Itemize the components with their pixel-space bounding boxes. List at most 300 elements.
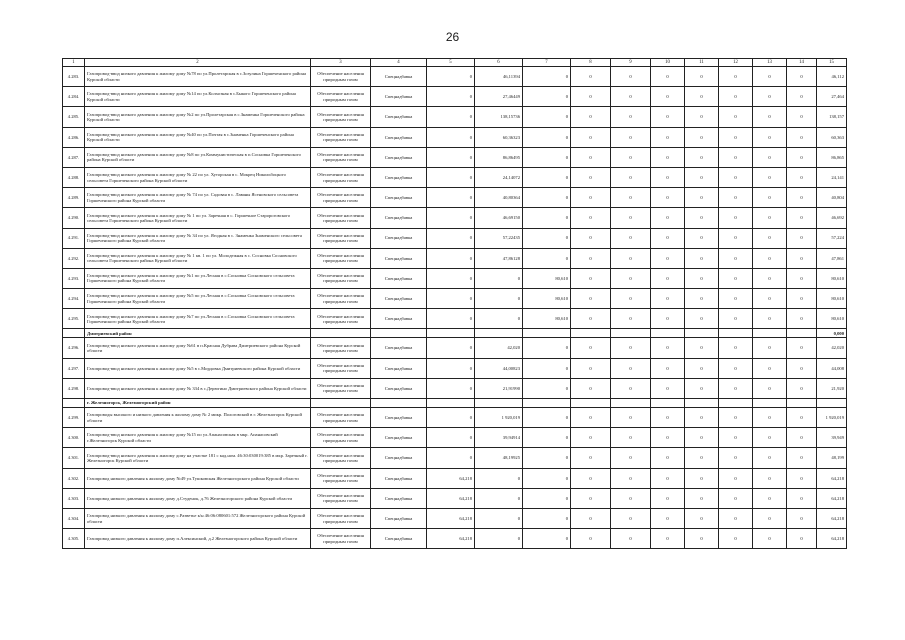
value-cell: 0 [427, 248, 475, 268]
value-cell: 0 [427, 228, 475, 248]
purpose-cell: Обеспечение населения природным газом [311, 268, 371, 288]
funding-source-cell: Спецнадбавка [371, 268, 427, 288]
funding-source-cell: Спецнадбавка [371, 228, 427, 248]
value-cell: 0 [753, 508, 787, 528]
value-cell: 46,11394 [475, 67, 523, 87]
table-row [63, 448, 847, 468]
total-cell: 42,020 [817, 338, 847, 358]
value-cell: 0 [523, 188, 571, 208]
value-cell: 0 [523, 448, 571, 468]
value-cell: 0 [571, 488, 611, 508]
funding-source-cell: Спецнадбавка [371, 448, 427, 468]
value-cell: 42,020 [475, 338, 523, 358]
value-cell: 0 [753, 488, 787, 508]
value-cell: 0 [523, 378, 571, 398]
value-cell: 0 [427, 67, 475, 87]
section-header-row [63, 399, 847, 408]
value-cell: 0 [611, 228, 651, 248]
purpose-cell: Обеспечение населения природным газом [311, 87, 371, 107]
value-cell: 0 [571, 309, 611, 329]
object-name-cell: Газопровод-ввод низкого давления к жилому дому № 1 кв. 1 по ул. Молодежная в с. Сосновка Сосновского сельсовета Горшеченского района Курской области [85, 248, 311, 268]
page-number: 26 [445, 30, 460, 44]
value-cell: 0 [787, 228, 817, 248]
value-cell: 0 [719, 67, 753, 87]
value-cell: 0 [651, 248, 685, 268]
value-cell: 0 [611, 268, 651, 288]
object-name-cell: Газопровод-ввод низкого давления к жилому дому №1 по ул.Лесная в с.Сосновка Сосновского сельсовета Горшеченского района Курской области [85, 268, 311, 288]
header-cell: 4 [371, 59, 427, 67]
value-cell: 0 [719, 468, 753, 488]
value-cell: 0 [719, 147, 753, 167]
object-name-cell: Газопровод-ввод низкого давления к жилому дому №5 по ул.Лесная в с.Сосновка Сосновского сельсовета Горшеченского района Курской области [85, 289, 311, 309]
value-cell: 44,00823 [475, 358, 523, 378]
value-cell: 0 [719, 529, 753, 549]
object-name-cell: Газопровод-ввод низкого давления к жилому дому № 74 по ул. Садовая в с. Лаваны Ясеновского сельсовета Горшеченского района Курской области [85, 188, 311, 208]
value-cell: 0 [475, 268, 523, 288]
value-cell: 0 [571, 248, 611, 268]
value-cell: 138,15736 [475, 107, 523, 127]
value-cell: 0 [651, 309, 685, 329]
value-cell: 0 [475, 488, 523, 508]
value-cell: 0 [523, 107, 571, 127]
value-cell: 0 [651, 358, 685, 378]
header-cell: 15 [817, 59, 847, 67]
row-number-cell: 4.293. [63, 268, 85, 288]
funding-source-cell: Спецнадбавка [371, 378, 427, 398]
value-cell: 0 [685, 358, 719, 378]
funding-source-cell: Спецнадбавка [371, 87, 427, 107]
funding-source-cell: Спецнадбавка [371, 127, 427, 147]
object-name-cell: Газопровод-ввод низкого давления к жилому дому №5 в с.Мордовка Дмитриевского района Курской области [85, 358, 311, 378]
value-cell: 0 [719, 428, 753, 448]
value-cell: 0 [571, 358, 611, 378]
value-cell [753, 329, 787, 338]
value-cell: 0 [787, 87, 817, 107]
purpose-cell: Обеспечение населения природным газом [311, 428, 371, 448]
value-cell: 0 [685, 188, 719, 208]
row-number-cell: 4.287. [63, 147, 85, 167]
value-cell: 21,91990 [475, 378, 523, 398]
value-cell: 0 [685, 428, 719, 448]
total-cell: 64,218 [817, 468, 847, 488]
row-number-cell: 4.289. [63, 188, 85, 208]
purpose-cell: Обеспечение населения природным газом [311, 309, 371, 329]
value-cell: 0 [523, 208, 571, 228]
row-number-cell: 4.303. [63, 488, 85, 508]
value-cell: 0 [651, 468, 685, 488]
table-row [63, 268, 847, 288]
value-cell: 0 [611, 107, 651, 127]
funding-source-cell: Спецнадбавка [371, 488, 427, 508]
value-cell: 0 [427, 268, 475, 288]
purpose-cell: Обеспечение населения природным газом [311, 127, 371, 147]
total-cell: 46,112 [817, 67, 847, 87]
value-cell: 0 [523, 488, 571, 508]
object-name-cell: Газопровод-ввод низкого давления к жилому дому №8 по ул.Коммунистическая в п.Сосновка Горшеченского района Курской области [85, 147, 311, 167]
value-cell: 0 [787, 67, 817, 87]
value-cell: 0 [685, 309, 719, 329]
value-cell: 0 [611, 508, 651, 528]
table-row [63, 127, 847, 147]
purpose-cell: Обеспечение населения природным газом [311, 167, 371, 187]
investment-program-table [62, 58, 847, 549]
value-cell: 0 [651, 408, 685, 428]
value-cell: 0 [523, 408, 571, 428]
value-cell: 0 [719, 508, 753, 528]
funding-source-cell: Спецнадбавка [371, 167, 427, 187]
row-number-cell: 4.292. [63, 248, 85, 268]
value-cell: 0 [571, 228, 611, 248]
funding-source-cell: Спецнадбавка [371, 147, 427, 167]
value-cell: 39,94914 [475, 428, 523, 448]
value-cell: 0 [787, 338, 817, 358]
row-number-cell: 4.291. [63, 228, 85, 248]
funding-source-cell [371, 329, 427, 338]
value-cell: 0 [753, 188, 787, 208]
value-cell: 0 [427, 309, 475, 329]
value-cell: 0 [427, 448, 475, 468]
value-cell: 0 [611, 289, 651, 309]
value-cell: 86,86495 [475, 147, 523, 167]
purpose-cell: Обеспечение населения природным газом [311, 188, 371, 208]
value-cell: 0 [611, 87, 651, 107]
value-cell: 48,19925 [475, 448, 523, 468]
row-number-cell: 4.283. [63, 67, 85, 87]
value-cell: 0 [571, 67, 611, 87]
table-row [63, 508, 847, 528]
object-name-cell: Газопровод-ввод низкого давления к жилому дому на участке 181 с кад.ном. 46:30:030019:385 в мкр. Заречный г. Железногорск Курской области [85, 448, 311, 468]
value-cell: 0 [719, 309, 753, 329]
column-number-header-row [63, 59, 847, 67]
value-cell: 0 [753, 358, 787, 378]
total-cell: 21,920 [817, 378, 847, 398]
total-cell: 64,218 [817, 508, 847, 528]
purpose-cell: Обеспечение населения природным газом [311, 358, 371, 378]
value-cell: 0 [787, 448, 817, 468]
value-cell [475, 399, 523, 408]
value-cell: 0 [651, 289, 685, 309]
value-cell: 0 [427, 188, 475, 208]
value-cell [611, 329, 651, 338]
value-cell: 0 [685, 468, 719, 488]
value-cell: 0 [427, 107, 475, 127]
value-cell: 0 [571, 448, 611, 468]
value-cell: 0 [787, 107, 817, 127]
row-number-cell: 4.296. [63, 338, 85, 358]
header-cell: 5 [427, 59, 475, 67]
value-cell: 0 [685, 167, 719, 187]
value-cell: 0 [571, 378, 611, 398]
value-cell: 0 [571, 147, 611, 167]
value-cell: 0 [787, 408, 817, 428]
value-cell: 0 [427, 167, 475, 187]
table-row [63, 358, 847, 378]
value-cell: 0 [787, 147, 817, 167]
row-number-cell: 4.299. [63, 408, 85, 428]
value-cell: 0 [719, 107, 753, 127]
value-cell [651, 329, 685, 338]
total-cell: 39,949 [817, 428, 847, 448]
value-cell: 0 [475, 309, 523, 329]
value-cell: 0 [611, 529, 651, 549]
object-name-cell: Газопровод низкого давления к жилому дому д.Студенок, д.76 Железногорского района Курской области [85, 488, 311, 508]
value-cell: 0 [685, 508, 719, 528]
table-row [63, 468, 847, 488]
value-cell: 0 [571, 167, 611, 187]
section-header-row [63, 329, 847, 338]
value-cell: 0 [719, 338, 753, 358]
total-cell: 27,464 [817, 87, 847, 107]
value-cell: 80,610 [523, 289, 571, 309]
value-cell: 0 [427, 358, 475, 378]
value-cell: 0 [611, 448, 651, 468]
value-cell: 0 [523, 468, 571, 488]
value-cell: 0 [753, 228, 787, 248]
purpose-cell: Обеспечение населения природным газом [311, 248, 371, 268]
value-cell: 0 [523, 87, 571, 107]
value-cell: 0 [611, 378, 651, 398]
object-name-cell: Газопровод-ввод низкого давления к жилому дому № 22 по ул. Хуторская в с. Мокрец Никольбоцкого сельсовета Горшеченского района Курской области [85, 167, 311, 187]
value-cell: 0 [753, 127, 787, 147]
purpose-cell: Обеспечение населения природным газом [311, 67, 371, 87]
section-title: Дмитриевский район [85, 329, 311, 338]
value-cell: 0 [719, 289, 753, 309]
value-cell: 0 [427, 428, 475, 448]
header-cell: 1 [63, 59, 85, 67]
value-cell: 0 [571, 508, 611, 528]
value-cell: 0 [611, 408, 651, 428]
object-name-cell: Газопровод-ввод низкого давления к жилому дому №78 по ул.Пролетарская в с.Зозулина Горшеченского района Курской области [85, 67, 311, 87]
value-cell: 0 [685, 378, 719, 398]
total-cell: 80,610 [817, 289, 847, 309]
value-cell: 0 [523, 358, 571, 378]
total-cell: 0,000 [817, 329, 847, 338]
value-cell: 0 [427, 408, 475, 428]
value-cell: 0 [685, 408, 719, 428]
value-cell: 0 [475, 508, 523, 528]
total-cell: 44,008 [817, 358, 847, 378]
value-cell: 0 [787, 188, 817, 208]
value-cell: 0 [523, 338, 571, 358]
funding-source-cell: Спецнадбавка [371, 289, 427, 309]
total-cell: 80,610 [817, 309, 847, 329]
value-cell: 0 [719, 228, 753, 248]
purpose-cell: Обеспечение населения природным газом [311, 378, 371, 398]
table-row [63, 378, 847, 398]
purpose-cell: Обеспечение населения природным газом [311, 508, 371, 528]
header-cell: 11 [685, 59, 719, 67]
purpose-cell: Обеспечение населения природным газом [311, 529, 371, 549]
value-cell: 24,14072 [475, 167, 523, 187]
purpose-cell: Обеспечение населения природным газом [311, 107, 371, 127]
value-cell: 46,69150 [475, 208, 523, 228]
value-cell: 0 [651, 268, 685, 288]
value-cell: 0 [611, 167, 651, 187]
value-cell: 0 [753, 309, 787, 329]
object-name-cell: Газопровод-ввод низкого давления к жилому дому №14 по ул.Колхозная в с.Быкогo Горшеченского района Курской области [85, 87, 311, 107]
purpose-cell: Обеспечение населения природным газом [311, 147, 371, 167]
funding-source-cell: Спецнадбавка [371, 188, 427, 208]
value-cell: 0 [571, 188, 611, 208]
value-cell: 0 [787, 508, 817, 528]
section-title: г. Железногорск, Железногорский район [85, 399, 311, 408]
value-cell: 60,36323 [475, 127, 523, 147]
total-cell: 1 920,019 [817, 408, 847, 428]
value-cell: 64,218 [427, 508, 475, 528]
value-cell [719, 399, 753, 408]
value-cell: 0 [427, 378, 475, 398]
value-cell [611, 399, 651, 408]
object-name-cell: Газопровод-ввод низкого давления к жилому дому №61 в п.Красная Дубрава Дмитриевского района Курской области [85, 338, 311, 358]
value-cell: 0 [651, 508, 685, 528]
row-number-cell: 4.297. [63, 358, 85, 378]
value-cell: 0 [571, 529, 611, 549]
value-cell: 0 [611, 468, 651, 488]
value-cell: 0 [753, 87, 787, 107]
value-cell: 0 [611, 147, 651, 167]
value-cell: 0 [611, 358, 651, 378]
value-cell: 0 [685, 107, 719, 127]
value-cell [651, 399, 685, 408]
table-row [63, 529, 847, 549]
value-cell: 0 [523, 529, 571, 549]
value-cell: 0 [571, 127, 611, 147]
object-name-cell: Газопровод низкого давления к жилому дому с.Разветье к/н 46:06:080601:572 Железногорского района Курской области [85, 508, 311, 528]
value-cell: 0 [685, 67, 719, 87]
total-cell: 60,363 [817, 127, 847, 147]
value-cell: 0 [571, 87, 611, 107]
object-name-cell: Газопровод-ввод низкого давления к жилому дому №2 по ул.Пролетарская в с.Знаменка Горшеченского района Курской области [85, 107, 311, 127]
row-number-cell: 4.284. [63, 87, 85, 107]
row-number-cell: 4.300. [63, 428, 85, 448]
value-cell: 0 [719, 248, 753, 268]
value-cell: 0 [787, 358, 817, 378]
value-cell [427, 399, 475, 408]
value-cell: 0 [571, 208, 611, 228]
value-cell: 0 [787, 428, 817, 448]
total-cell: 80,610 [817, 268, 847, 288]
value-cell: 0 [685, 268, 719, 288]
value-cell: 0 [787, 378, 817, 398]
value-cell: 0 [427, 147, 475, 167]
purpose-cell: Обеспечение населения природным газом [311, 228, 371, 248]
value-cell: 0 [719, 87, 753, 107]
total-cell [817, 399, 847, 408]
value-cell: 0 [651, 378, 685, 398]
value-cell: 0 [651, 228, 685, 248]
value-cell [571, 399, 611, 408]
value-cell: 0 [611, 208, 651, 228]
value-cell: 57,22435 [475, 228, 523, 248]
value-cell: 0 [427, 127, 475, 147]
header-cell: 9 [611, 59, 651, 67]
value-cell: 0 [753, 289, 787, 309]
funding-source-cell: Спецнадбавка [371, 468, 427, 488]
value-cell: 0 [611, 188, 651, 208]
total-cell: 40,804 [817, 188, 847, 208]
table-row [63, 147, 847, 167]
object-name-cell: Газопровод-ввод низкого давления к жилому дому № 334 в с.Дерюгино Дмитриевского района Курской области [85, 378, 311, 398]
value-cell: 0 [753, 468, 787, 488]
row-number-cell: 4.288. [63, 167, 85, 187]
value-cell: 0 [571, 408, 611, 428]
value-cell: 0 [475, 529, 523, 549]
value-cell: 0 [651, 87, 685, 107]
table-row [63, 248, 847, 268]
row-number-cell: 4.298. [63, 378, 85, 398]
table-row [63, 338, 847, 358]
value-cell: 0 [651, 147, 685, 167]
value-cell: 0 [611, 338, 651, 358]
value-cell: 0 [523, 67, 571, 87]
value-cell: 0 [523, 167, 571, 187]
table-row [63, 428, 847, 448]
object-name-cell: Газопровод-ввод низкого давления к жилому дому №40 по ул.Почтая в с.Знаменка Горшеченского района Курской области [85, 127, 311, 147]
value-cell: 0 [571, 289, 611, 309]
value-cell: 0 [651, 428, 685, 448]
value-cell: 0 [651, 67, 685, 87]
value-cell [571, 329, 611, 338]
value-cell: 0 [685, 87, 719, 107]
row-number-cell: 4.304. [63, 508, 85, 528]
value-cell: 0 [651, 448, 685, 468]
value-cell [719, 329, 753, 338]
total-cell: 138,157 [817, 107, 847, 127]
value-cell: 0 [571, 268, 611, 288]
value-cell: 0 [753, 408, 787, 428]
value-cell [685, 399, 719, 408]
value-cell: 0 [719, 127, 753, 147]
funding-source-cell: Спецнадбавка [371, 338, 427, 358]
header-cell: 3 [311, 59, 371, 67]
purpose-cell: Обеспечение населения природным газом [311, 488, 371, 508]
funding-source-cell: Спецнадбавка [371, 428, 427, 448]
purpose-cell [311, 329, 371, 338]
value-cell: 0 [719, 408, 753, 428]
value-cell: 0 [571, 338, 611, 358]
value-cell: 0 [787, 248, 817, 268]
value-cell: 0 [651, 188, 685, 208]
object-name-cell: Газопровод-ввод низкого давления к жилому дому № 1 по ул. Заречная в с. Горшечное Старороговского сельсовета Горшеченского района Курской области [85, 208, 311, 228]
value-cell: 0 [719, 208, 753, 228]
value-cell: 0 [787, 309, 817, 329]
value-cell: 0 [787, 529, 817, 549]
header-cell: 10 [651, 59, 685, 67]
total-cell: 64,218 [817, 488, 847, 508]
row-number-cell: 4.302. [63, 468, 85, 488]
total-cell: 57,224 [817, 228, 847, 248]
row-number-cell: 4.295. [63, 309, 85, 329]
value-cell: 0 [753, 338, 787, 358]
object-name-cell: Газопровод низкого давления к жилому дому №49 ул.Тушковская Железногорского района Курской области [85, 468, 311, 488]
value-cell: 0 [475, 468, 523, 488]
value-cell: 0 [475, 289, 523, 309]
value-cell: 0 [719, 378, 753, 398]
value-cell: 0 [611, 428, 651, 448]
value-cell: 0 [427, 208, 475, 228]
value-cell: 0 [685, 488, 719, 508]
row-number-cell [63, 399, 85, 408]
value-cell: 0 [787, 488, 817, 508]
funding-source-cell: Спецнадбавка [371, 358, 427, 378]
total-cell: 64,218 [817, 529, 847, 549]
funding-source-cell: Спецнадбавка [371, 309, 427, 329]
value-cell: 0 [753, 448, 787, 468]
value-cell: 0 [523, 428, 571, 448]
row-number-cell [63, 329, 85, 338]
table-row [63, 228, 847, 248]
total-cell: 86,865 [817, 147, 847, 167]
